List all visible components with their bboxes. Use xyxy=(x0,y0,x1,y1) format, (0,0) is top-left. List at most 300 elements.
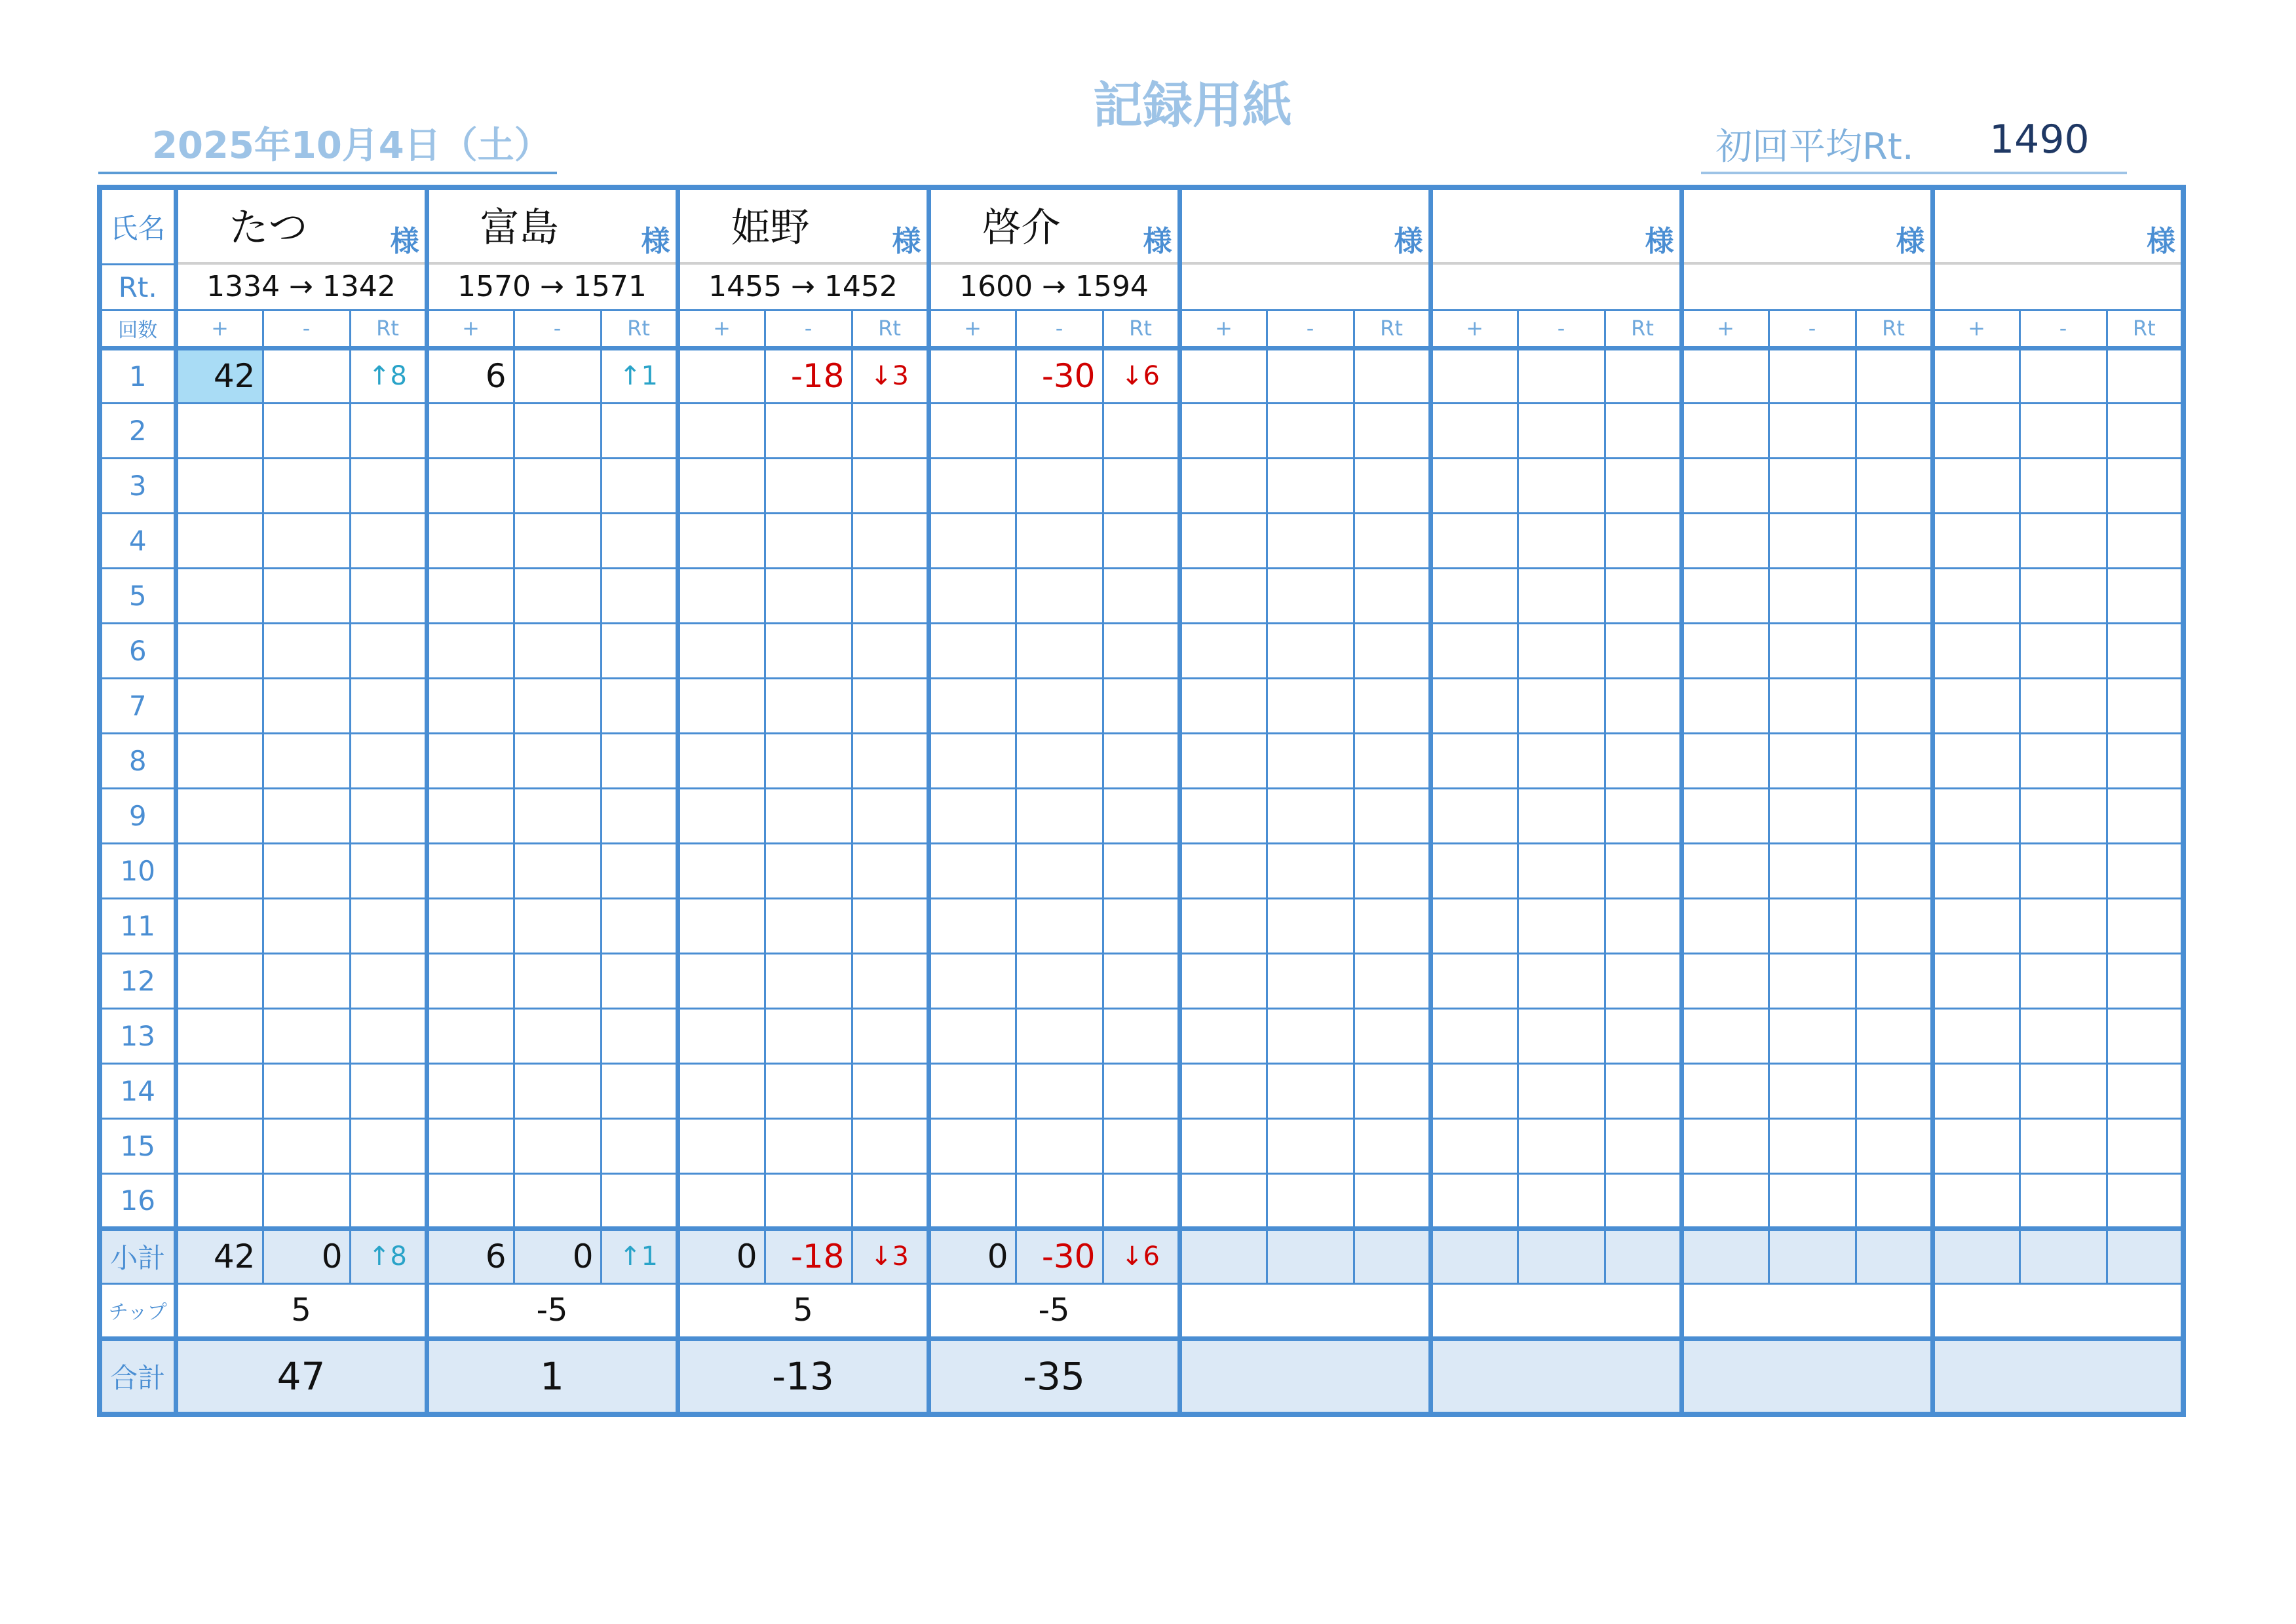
plus-score-cell[interactable] xyxy=(928,623,1016,678)
minus-score-cell[interactable] xyxy=(1769,1173,1856,1228)
plus-score-cell[interactable] xyxy=(427,403,514,458)
plus-score-cell[interactable] xyxy=(1932,1118,2019,1173)
minus-score-cell[interactable] xyxy=(1267,568,1354,623)
plus-score-cell[interactable] xyxy=(1932,403,2019,458)
rating-change-cell[interactable] xyxy=(852,623,928,678)
minus-score-cell[interactable] xyxy=(1518,1173,1605,1228)
minus-score-cell[interactable] xyxy=(1016,1173,1103,1228)
plus-score-cell[interactable] xyxy=(678,348,765,403)
plus-score-cell[interactable] xyxy=(427,843,514,898)
rating-change-cell[interactable] xyxy=(601,843,678,898)
rating-change-cell[interactable] xyxy=(1354,568,1430,623)
plus-score-cell[interactable] xyxy=(1681,678,1769,733)
rating-change-cell[interactable] xyxy=(1354,678,1430,733)
rating-change-cell[interactable] xyxy=(350,733,427,788)
plus-score-cell[interactable] xyxy=(1179,623,1267,678)
player-name-cell[interactable] xyxy=(678,187,928,264)
minus-score-cell[interactable] xyxy=(1518,1008,1605,1063)
plus-score-cell[interactable] xyxy=(1681,953,1769,1008)
rating-change-cell[interactable] xyxy=(1103,1173,1179,1228)
plus-score-cell[interactable] xyxy=(928,678,1016,733)
rating-change-cell[interactable] xyxy=(1103,1063,1179,1118)
plus-score-cell[interactable] xyxy=(1932,1008,2019,1063)
rating-change-cell[interactable] xyxy=(2107,348,2183,403)
plus-score-cell[interactable] xyxy=(1179,788,1267,843)
rating-change-cell[interactable] xyxy=(601,678,678,733)
plus-score-cell[interactable] xyxy=(1932,1063,2019,1118)
plus-score-cell[interactable] xyxy=(1681,623,1769,678)
minus-score-cell[interactable] xyxy=(263,458,350,513)
minus-score-cell[interactable] xyxy=(1518,898,1605,953)
plus-score-cell[interactable] xyxy=(1932,568,2019,623)
minus-score-cell[interactable] xyxy=(2019,1063,2107,1118)
minus-score-cell[interactable] xyxy=(1518,678,1605,733)
plus-score-cell[interactable] xyxy=(1932,843,2019,898)
rating-change-cell[interactable] xyxy=(2107,733,2183,788)
plus-score-cell[interactable] xyxy=(1430,458,1518,513)
plus-score-cell[interactable] xyxy=(1179,898,1267,953)
plus-score-cell[interactable] xyxy=(678,678,765,733)
minus-score-cell[interactable] xyxy=(1769,568,1856,623)
plus-score-cell[interactable] xyxy=(678,1118,765,1173)
plus-score-cell[interactable] xyxy=(427,1118,514,1173)
rating-change-cell[interactable] xyxy=(1354,513,1430,568)
plus-score-cell[interactable] xyxy=(1430,568,1518,623)
plus-score-cell[interactable] xyxy=(678,953,765,1008)
minus-score-cell[interactable] xyxy=(765,953,852,1008)
rating-change-cell[interactable] xyxy=(1103,513,1179,568)
plus-score-cell[interactable] xyxy=(427,898,514,953)
plus-score-cell[interactable]: 42 xyxy=(176,348,263,403)
rating-change-cell[interactable] xyxy=(350,403,427,458)
rating-change-cell[interactable] xyxy=(1103,953,1179,1008)
minus-score-cell[interactable] xyxy=(1769,898,1856,953)
plus-score-cell[interactable] xyxy=(1430,678,1518,733)
rating-change-cell[interactable] xyxy=(1605,733,1681,788)
minus-score-cell[interactable] xyxy=(2019,788,2107,843)
plus-score-cell[interactable] xyxy=(928,898,1016,953)
minus-score-cell[interactable] xyxy=(2019,843,2107,898)
minus-score-cell[interactable] xyxy=(1016,458,1103,513)
rating-change-cell[interactable] xyxy=(1354,403,1430,458)
rating-change-cell[interactable] xyxy=(1856,1173,1932,1228)
minus-score-cell[interactable] xyxy=(2019,953,2107,1008)
minus-score-cell[interactable] xyxy=(263,1063,350,1118)
minus-score-cell[interactable] xyxy=(263,1008,350,1063)
plus-score-cell[interactable] xyxy=(928,1008,1016,1063)
rating-change-cell[interactable] xyxy=(1856,623,1932,678)
minus-score-cell[interactable] xyxy=(765,1008,852,1063)
plus-score-cell[interactable] xyxy=(1179,733,1267,788)
rating-change-cell[interactable] xyxy=(1605,1118,1681,1173)
rating-change-cell[interactable] xyxy=(1103,1118,1179,1173)
plus-score-cell[interactable] xyxy=(1681,843,1769,898)
minus-score-cell[interactable] xyxy=(514,898,601,953)
plus-score-cell[interactable] xyxy=(427,953,514,1008)
plus-score-cell[interactable] xyxy=(1179,568,1267,623)
chip-cell[interactable]: 5 xyxy=(176,1283,427,1338)
player-rating-cell[interactable]: 1455 → 1452 xyxy=(678,264,928,310)
rating-change-cell[interactable] xyxy=(2107,568,2183,623)
minus-score-cell[interactable] xyxy=(2019,1173,2107,1228)
minus-score-cell[interactable] xyxy=(1769,623,1856,678)
plus-score-cell[interactable] xyxy=(678,788,765,843)
rating-change-cell[interactable] xyxy=(1856,953,1932,1008)
plus-score-cell[interactable] xyxy=(427,678,514,733)
minus-score-cell[interactable] xyxy=(1016,953,1103,1008)
minus-score-cell[interactable] xyxy=(765,568,852,623)
rating-change-cell[interactable] xyxy=(601,1173,678,1228)
minus-score-cell[interactable] xyxy=(514,1173,601,1228)
plus-score-cell[interactable] xyxy=(176,1173,263,1228)
rating-change-cell[interactable] xyxy=(1856,1063,1932,1118)
plus-score-cell[interactable] xyxy=(1430,1173,1518,1228)
minus-score-cell[interactable] xyxy=(1769,1063,1856,1118)
minus-score-cell[interactable] xyxy=(1518,348,1605,403)
minus-score-cell[interactable] xyxy=(514,403,601,458)
rating-change-cell[interactable] xyxy=(1605,623,1681,678)
minus-score-cell[interactable] xyxy=(514,458,601,513)
rating-change-cell[interactable] xyxy=(1605,953,1681,1008)
rating-change-cell[interactable] xyxy=(2107,1063,2183,1118)
plus-score-cell[interactable] xyxy=(427,458,514,513)
minus-score-cell[interactable] xyxy=(765,898,852,953)
chip-cell[interactable] xyxy=(1430,1283,1681,1338)
minus-score-cell[interactable] xyxy=(1769,953,1856,1008)
rating-change-cell[interactable] xyxy=(1354,1118,1430,1173)
minus-score-cell[interactable] xyxy=(1518,733,1605,788)
minus-score-cell[interactable] xyxy=(2019,1008,2107,1063)
minus-score-cell[interactable] xyxy=(1267,733,1354,788)
minus-score-cell[interactable] xyxy=(1769,348,1856,403)
minus-score-cell[interactable] xyxy=(514,1008,601,1063)
minus-score-cell[interactable] xyxy=(765,1118,852,1173)
plus-score-cell[interactable] xyxy=(1932,348,2019,403)
plus-score-cell[interactable] xyxy=(678,1008,765,1063)
plus-score-cell[interactable] xyxy=(176,733,263,788)
minus-score-cell[interactable] xyxy=(263,568,350,623)
minus-score-cell[interactable] xyxy=(1518,403,1605,458)
rating-change-cell[interactable] xyxy=(852,1063,928,1118)
rating-change-cell[interactable]: ↓6 xyxy=(1103,348,1179,403)
rating-change-cell[interactable] xyxy=(1354,898,1430,953)
minus-score-cell[interactable] xyxy=(1267,1118,1354,1173)
rating-change-cell[interactable] xyxy=(601,1063,678,1118)
plus-score-cell[interactable] xyxy=(427,1008,514,1063)
rating-change-cell[interactable] xyxy=(1605,403,1681,458)
player-rating-cell[interactable]: 1570 → 1571 xyxy=(427,264,678,310)
rating-change-cell[interactable] xyxy=(2107,843,2183,898)
plus-score-cell[interactable] xyxy=(1430,788,1518,843)
minus-score-cell[interactable] xyxy=(765,623,852,678)
plus-score-cell[interactable] xyxy=(1179,843,1267,898)
rating-change-cell[interactable] xyxy=(1605,1008,1681,1063)
plus-score-cell[interactable] xyxy=(176,898,263,953)
rating-change-cell[interactable] xyxy=(2107,788,2183,843)
rating-change-cell[interactable] xyxy=(1856,678,1932,733)
plus-score-cell[interactable] xyxy=(176,1008,263,1063)
plus-score-cell[interactable] xyxy=(176,843,263,898)
rating-change-cell[interactable] xyxy=(350,1008,427,1063)
rating-change-cell[interactable] xyxy=(1856,1118,1932,1173)
plus-score-cell[interactable] xyxy=(1179,1008,1267,1063)
plus-score-cell[interactable] xyxy=(1430,953,1518,1008)
rating-change-cell[interactable] xyxy=(2107,623,2183,678)
minus-score-cell[interactable] xyxy=(1518,513,1605,568)
rating-change-cell[interactable] xyxy=(2107,898,2183,953)
plus-score-cell[interactable] xyxy=(176,1118,263,1173)
rating-change-cell[interactable] xyxy=(852,843,928,898)
rating-change-cell[interactable] xyxy=(1354,1173,1430,1228)
rating-change-cell[interactable] xyxy=(2107,1173,2183,1228)
plus-score-cell[interactable] xyxy=(1430,1118,1518,1173)
plus-score-cell[interactable] xyxy=(1179,1118,1267,1173)
plus-score-cell[interactable] xyxy=(176,678,263,733)
rating-change-cell[interactable] xyxy=(1856,898,1932,953)
minus-score-cell[interactable] xyxy=(1016,403,1103,458)
plus-score-cell[interactable] xyxy=(678,1063,765,1118)
rating-change-cell[interactable] xyxy=(1605,1173,1681,1228)
minus-score-cell[interactable] xyxy=(514,843,601,898)
plus-score-cell[interactable] xyxy=(928,788,1016,843)
plus-score-cell[interactable] xyxy=(1179,403,1267,458)
minus-score-cell[interactable] xyxy=(2019,623,2107,678)
plus-score-cell[interactable] xyxy=(678,513,765,568)
plus-score-cell[interactable] xyxy=(1681,1173,1769,1228)
rating-change-cell[interactable]: ↑8 xyxy=(350,348,427,403)
plus-score-cell[interactable] xyxy=(427,788,514,843)
minus-score-cell[interactable] xyxy=(1016,788,1103,843)
minus-score-cell[interactable] xyxy=(1267,403,1354,458)
plus-score-cell[interactable] xyxy=(928,1118,1016,1173)
minus-score-cell[interactable] xyxy=(263,513,350,568)
plus-score-cell[interactable]: 6 xyxy=(427,348,514,403)
rating-change-cell[interactable] xyxy=(1354,953,1430,1008)
plus-score-cell[interactable] xyxy=(176,1063,263,1118)
plus-score-cell[interactable] xyxy=(1430,348,1518,403)
minus-score-cell[interactable] xyxy=(1016,1008,1103,1063)
rating-change-cell[interactable] xyxy=(350,623,427,678)
rating-change-cell[interactable] xyxy=(1856,733,1932,788)
minus-score-cell[interactable] xyxy=(765,678,852,733)
minus-score-cell[interactable] xyxy=(2019,568,2107,623)
rating-change-cell[interactable] xyxy=(1103,623,1179,678)
rating-change-cell[interactable] xyxy=(601,403,678,458)
rating-change-cell[interactable] xyxy=(350,788,427,843)
rating-change-cell[interactable] xyxy=(601,1008,678,1063)
minus-score-cell[interactable] xyxy=(1267,458,1354,513)
plus-score-cell[interactable] xyxy=(1681,513,1769,568)
minus-score-cell[interactable] xyxy=(1267,623,1354,678)
plus-score-cell[interactable] xyxy=(1681,898,1769,953)
date-field[interactable] xyxy=(98,117,557,174)
rating-change-cell[interactable] xyxy=(601,898,678,953)
plus-score-cell[interactable] xyxy=(1932,898,2019,953)
minus-score-cell[interactable] xyxy=(263,623,350,678)
plus-score-cell[interactable] xyxy=(1681,788,1769,843)
minus-score-cell[interactable] xyxy=(765,1173,852,1228)
minus-score-cell[interactable] xyxy=(514,623,601,678)
plus-score-cell[interactable] xyxy=(1681,458,1769,513)
rating-change-cell[interactable] xyxy=(350,1063,427,1118)
rating-change-cell[interactable] xyxy=(1605,843,1681,898)
player-rating-cell[interactable] xyxy=(1932,264,2183,310)
rating-change-cell[interactable] xyxy=(852,1118,928,1173)
minus-score-cell[interactable] xyxy=(263,1118,350,1173)
rating-change-cell[interactable] xyxy=(1103,733,1179,788)
plus-score-cell[interactable] xyxy=(1430,898,1518,953)
plus-score-cell[interactable] xyxy=(1179,1173,1267,1228)
plus-score-cell[interactable] xyxy=(176,568,263,623)
minus-score-cell[interactable] xyxy=(765,458,852,513)
plus-score-cell[interactable] xyxy=(678,403,765,458)
minus-score-cell[interactable] xyxy=(1518,1118,1605,1173)
plus-score-cell[interactable] xyxy=(1430,513,1518,568)
minus-score-cell[interactable] xyxy=(1518,568,1605,623)
rating-change-cell[interactable] xyxy=(1103,898,1179,953)
minus-score-cell[interactable] xyxy=(1769,788,1856,843)
rating-change-cell[interactable] xyxy=(1354,733,1430,788)
minus-score-cell[interactable] xyxy=(1267,898,1354,953)
minus-score-cell[interactable] xyxy=(765,788,852,843)
rating-change-cell[interactable] xyxy=(1605,788,1681,843)
plus-score-cell[interactable] xyxy=(928,843,1016,898)
initial-average-rating-field[interactable] xyxy=(1701,117,2127,174)
minus-score-cell[interactable] xyxy=(1769,458,1856,513)
rating-change-cell[interactable] xyxy=(1103,678,1179,733)
rating-change-cell[interactable] xyxy=(1354,1063,1430,1118)
rating-change-cell[interactable] xyxy=(852,678,928,733)
rating-change-cell[interactable] xyxy=(1354,1008,1430,1063)
rating-change-cell[interactable] xyxy=(852,788,928,843)
chip-cell[interactable]: -5 xyxy=(928,1283,1179,1338)
plus-score-cell[interactable] xyxy=(176,953,263,1008)
minus-score-cell[interactable] xyxy=(263,733,350,788)
minus-score-cell[interactable] xyxy=(263,678,350,733)
rating-change-cell[interactable] xyxy=(350,1118,427,1173)
plus-score-cell[interactable] xyxy=(678,458,765,513)
minus-score-cell[interactable] xyxy=(514,348,601,403)
minus-score-cell[interactable] xyxy=(1267,1173,1354,1228)
minus-score-cell[interactable] xyxy=(1016,623,1103,678)
minus-score-cell[interactable]: -18 xyxy=(765,348,852,403)
minus-score-cell[interactable] xyxy=(1267,513,1354,568)
rating-change-cell[interactable] xyxy=(1354,458,1430,513)
rating-change-cell[interactable] xyxy=(1856,458,1932,513)
minus-score-cell[interactable] xyxy=(1267,953,1354,1008)
plus-score-cell[interactable] xyxy=(1932,458,2019,513)
rating-change-cell[interactable] xyxy=(1605,1063,1681,1118)
plus-score-cell[interactable] xyxy=(1932,513,2019,568)
rating-change-cell[interactable] xyxy=(1856,788,1932,843)
rating-change-cell[interactable] xyxy=(852,1008,928,1063)
minus-score-cell[interactable] xyxy=(2019,348,2107,403)
rating-change-cell[interactable] xyxy=(2107,678,2183,733)
plus-score-cell[interactable] xyxy=(1179,953,1267,1008)
minus-score-cell[interactable] xyxy=(1267,1063,1354,1118)
minus-score-cell[interactable] xyxy=(765,733,852,788)
plus-score-cell[interactable] xyxy=(928,458,1016,513)
player-name-cell[interactable] xyxy=(1179,187,1430,264)
minus-score-cell[interactable] xyxy=(2019,898,2107,953)
minus-score-cell[interactable] xyxy=(263,953,350,1008)
plus-score-cell[interactable] xyxy=(1932,678,2019,733)
minus-score-cell[interactable] xyxy=(1518,788,1605,843)
minus-score-cell[interactable] xyxy=(263,348,350,403)
player-rating-cell[interactable]: 1600 → 1594 xyxy=(928,264,1179,310)
minus-score-cell[interactable] xyxy=(765,403,852,458)
minus-score-cell[interactable] xyxy=(514,678,601,733)
rating-change-cell[interactable] xyxy=(1856,513,1932,568)
plus-score-cell[interactable] xyxy=(1430,623,1518,678)
chip-cell[interactable]: 5 xyxy=(678,1283,928,1338)
minus-score-cell[interactable] xyxy=(1267,678,1354,733)
rating-change-cell[interactable]: ↓3 xyxy=(852,348,928,403)
rating-change-cell[interactable] xyxy=(601,623,678,678)
plus-score-cell[interactable] xyxy=(928,348,1016,403)
rating-change-cell[interactable] xyxy=(601,788,678,843)
player-name-cell[interactable] xyxy=(176,187,427,264)
plus-score-cell[interactable] xyxy=(1932,733,2019,788)
plus-score-cell[interactable] xyxy=(1430,403,1518,458)
rating-change-cell[interactable] xyxy=(852,403,928,458)
minus-score-cell[interactable] xyxy=(1016,733,1103,788)
minus-score-cell[interactable] xyxy=(1016,898,1103,953)
minus-score-cell[interactable] xyxy=(2019,513,2107,568)
player-name-cell[interactable] xyxy=(427,187,678,264)
minus-score-cell[interactable] xyxy=(1769,513,1856,568)
plus-score-cell[interactable] xyxy=(1932,1173,2019,1228)
minus-score-cell[interactable] xyxy=(514,568,601,623)
plus-score-cell[interactable] xyxy=(427,733,514,788)
minus-score-cell[interactable] xyxy=(2019,678,2107,733)
plus-score-cell[interactable] xyxy=(1681,733,1769,788)
plus-score-cell[interactable] xyxy=(678,733,765,788)
plus-score-cell[interactable] xyxy=(427,623,514,678)
plus-score-cell[interactable] xyxy=(928,733,1016,788)
rating-change-cell[interactable] xyxy=(350,513,427,568)
minus-score-cell[interactable] xyxy=(2019,1118,2107,1173)
minus-score-cell[interactable] xyxy=(1267,348,1354,403)
chip-cell[interactable]: -5 xyxy=(427,1283,678,1338)
minus-score-cell[interactable] xyxy=(1769,403,1856,458)
rating-change-cell[interactable] xyxy=(1354,623,1430,678)
plus-score-cell[interactable] xyxy=(1932,788,2019,843)
rating-change-cell[interactable] xyxy=(350,678,427,733)
minus-score-cell[interactable] xyxy=(1518,953,1605,1008)
minus-score-cell[interactable] xyxy=(1267,1008,1354,1063)
rating-change-cell[interactable] xyxy=(1605,458,1681,513)
rating-change-cell[interactable] xyxy=(2107,1008,2183,1063)
rating-change-cell[interactable] xyxy=(1856,843,1932,898)
rating-change-cell[interactable] xyxy=(601,953,678,1008)
plus-score-cell[interactable] xyxy=(1179,1063,1267,1118)
minus-score-cell[interactable] xyxy=(765,513,852,568)
chip-cell[interactable] xyxy=(1932,1283,2183,1338)
minus-score-cell[interactable] xyxy=(2019,458,2107,513)
rating-change-cell[interactable] xyxy=(1103,1008,1179,1063)
rating-change-cell[interactable] xyxy=(350,568,427,623)
rating-change-cell[interactable] xyxy=(2107,1118,2183,1173)
rating-change-cell[interactable] xyxy=(1103,843,1179,898)
plus-score-cell[interactable] xyxy=(928,953,1016,1008)
minus-score-cell[interactable] xyxy=(2019,733,2107,788)
rating-change-cell[interactable] xyxy=(350,898,427,953)
minus-score-cell[interactable] xyxy=(263,788,350,843)
minus-score-cell[interactable] xyxy=(1518,623,1605,678)
player-name-cell[interactable] xyxy=(928,187,1179,264)
rating-change-cell[interactable] xyxy=(1103,458,1179,513)
